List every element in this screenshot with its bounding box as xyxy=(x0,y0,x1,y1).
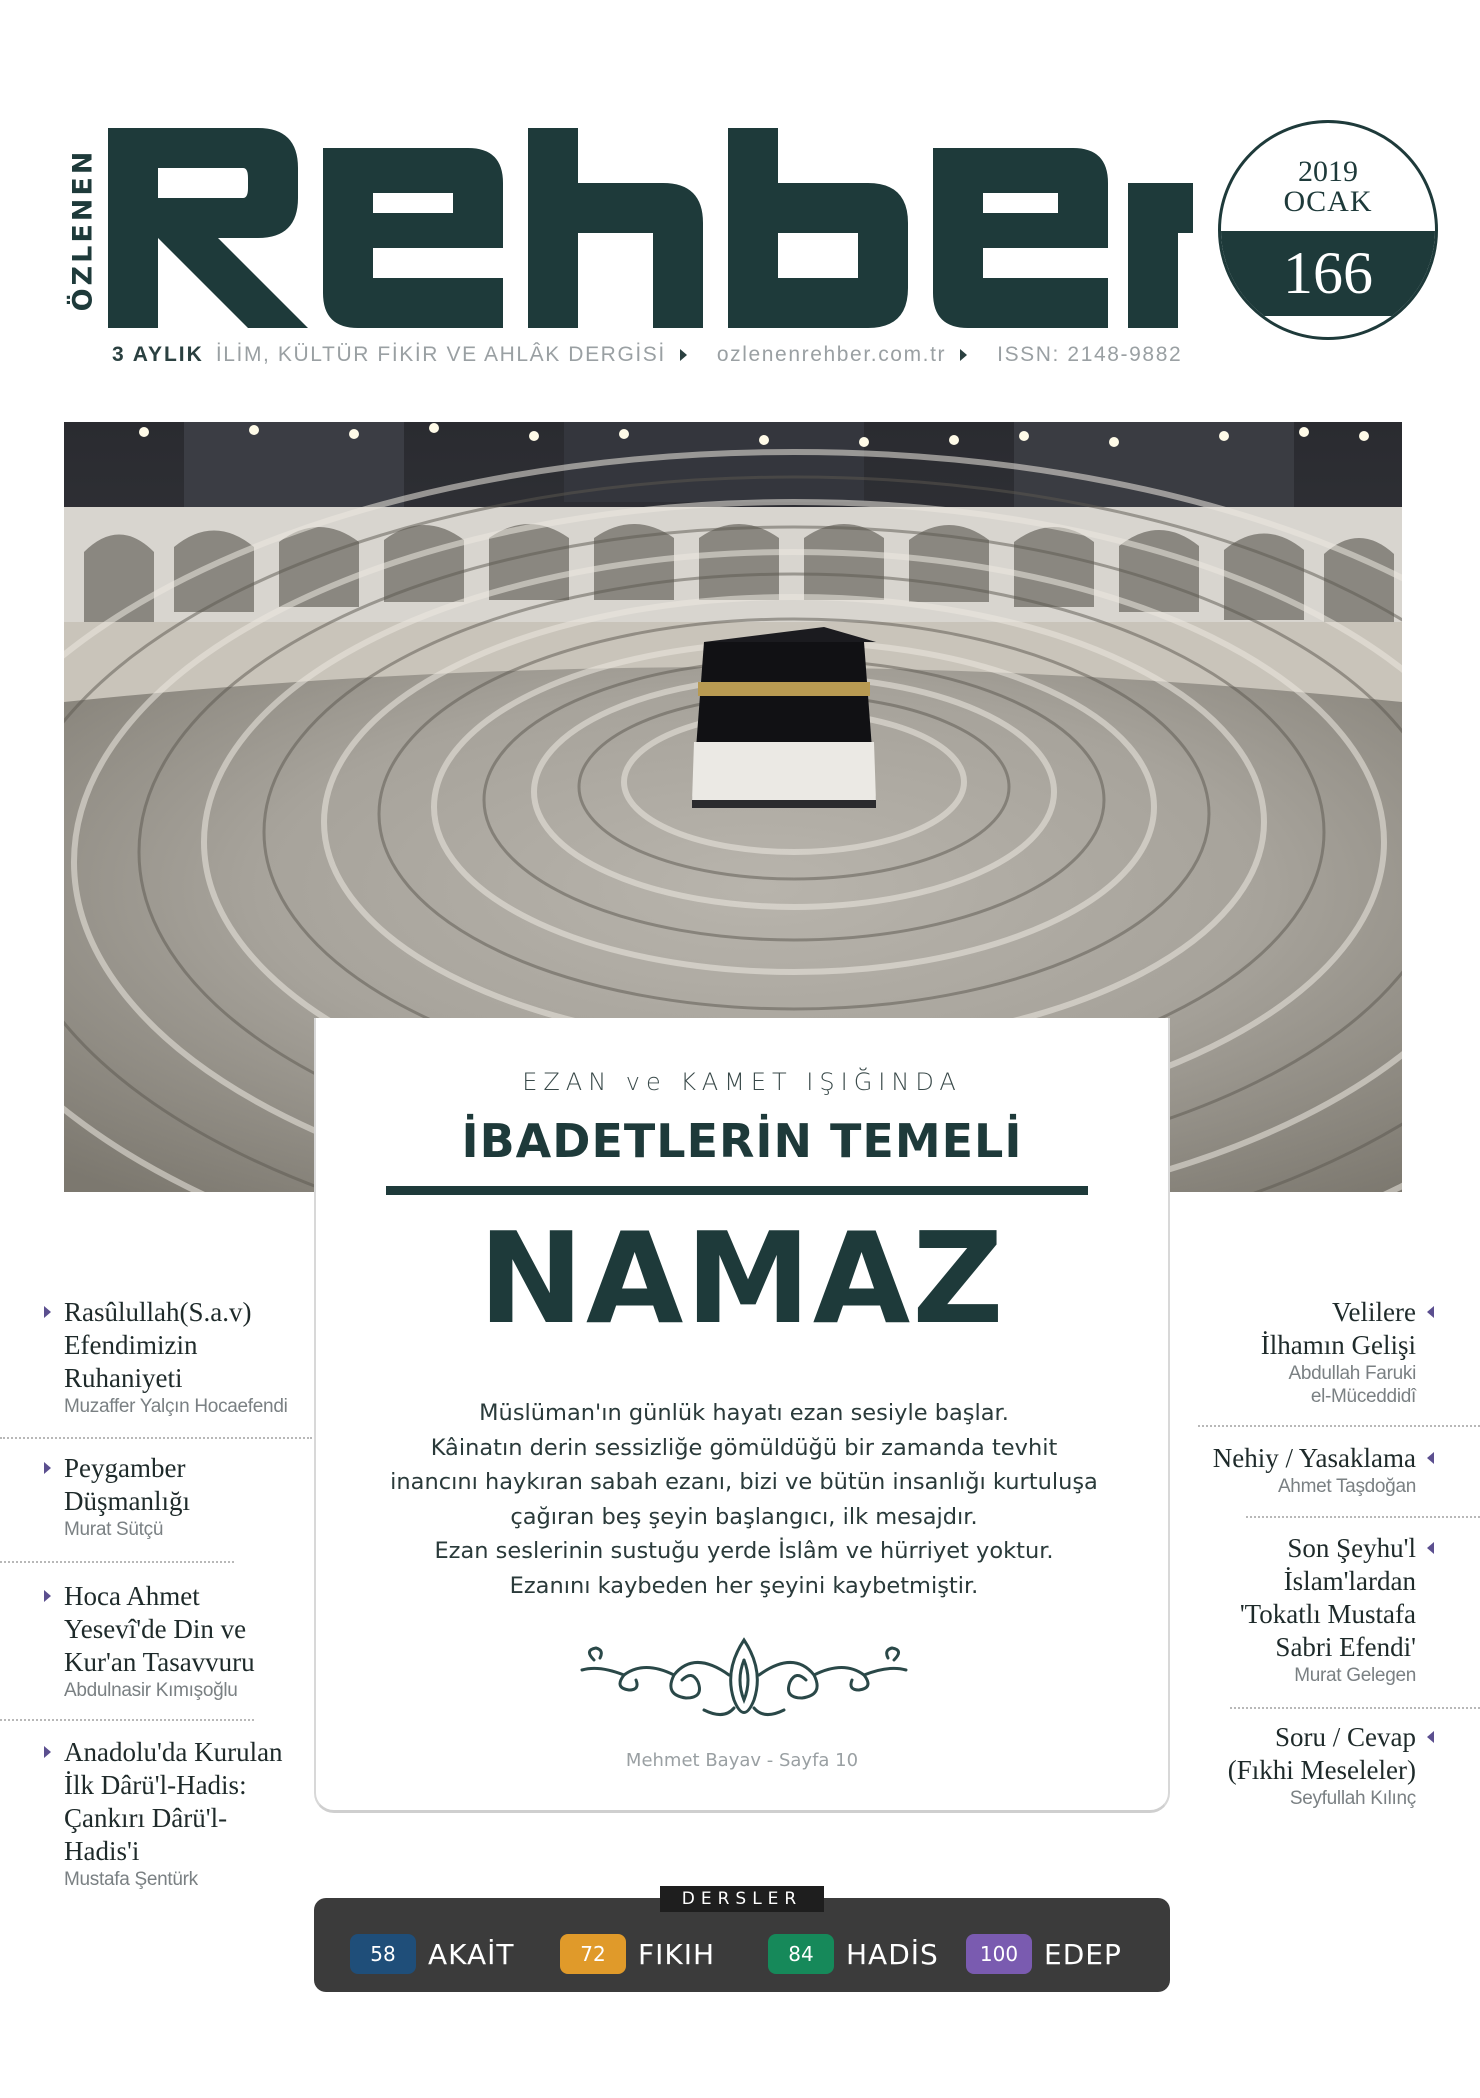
article-link[interactable]: Peygamber Düşmanlığı Murat Sütçü xyxy=(0,1452,320,1541)
ders-akait[interactable] xyxy=(350,1934,515,1974)
issn-label: ISSN: 2148-9882 xyxy=(997,343,1183,366)
right-article-list xyxy=(1160,1532,1480,1687)
article-author: Murat Gelegen xyxy=(1294,1665,1416,1686)
issue-number: 166 xyxy=(1221,231,1435,316)
article-link[interactable]: Soru / Cevap (Fıkhi Meseleler) Seyfullah Kılınç xyxy=(1160,1721,1480,1810)
page-badge: 58 xyxy=(350,1934,416,1974)
article-link[interactable]: Rasûlullah(S.a.v) Efendimizin Ruhaniyeti Muzaffer Yalçın Hocaefendi xyxy=(0,1296,320,1418)
rehber-logo xyxy=(108,128,1193,328)
issue-year: 2019 xyxy=(1298,155,1358,188)
article-author: Ahmet Taşdoğan xyxy=(1277,1476,1416,1497)
feature-headline: NAMAZ xyxy=(478,1205,1006,1352)
triangle-icon xyxy=(680,349,687,361)
ders-edep[interactable] xyxy=(966,1934,1122,1974)
page-badge: 72 xyxy=(560,1934,626,1974)
divider xyxy=(386,1186,1088,1195)
triangle-icon xyxy=(44,1306,51,1318)
frequency-label: 3 AYLIK xyxy=(112,343,204,366)
page-badge: 84 xyxy=(768,1934,834,1974)
article-link[interactable]: Anadolu'da Kurulan İlk Dârü'l-Hadis: Çankırı Dârü'l- Hadis'i Mustafa Şentürk xyxy=(0,1736,320,1891)
divider xyxy=(0,1561,234,1563)
feature-kicker: EZAN ve KAMET IŞIĞINDA xyxy=(522,1068,962,1096)
article-link[interactable]: Hoca Ahmet Yesevî'de Din ve Kur'an Tasavvuru Abdulnasir Kımışoğlu xyxy=(0,1580,320,1702)
website-link[interactable]: ozlenenrehber.com.tr xyxy=(716,343,947,366)
divider xyxy=(1198,1425,1480,1427)
left-article-list xyxy=(0,1296,320,1418)
right-article-list xyxy=(1160,1721,1480,1810)
ders-label: HADİS xyxy=(846,1937,939,1971)
triangle-icon xyxy=(1427,1542,1434,1554)
article-author: Muzaffer Yalçın Hocaefendi xyxy=(64,1396,288,1417)
ders-fikih[interactable] xyxy=(560,1934,715,1974)
ders-label: EDEP xyxy=(1044,1937,1122,1971)
left-article-list xyxy=(0,1580,320,1702)
divider xyxy=(0,1437,312,1439)
dersler-bar xyxy=(314,1889,1170,1992)
article-link[interactable]: Son Şeyhu'l İslam'lardan 'Tokatlı Mustafa Sabri Efendi' Murat Gelegen xyxy=(1160,1532,1480,1687)
triangle-icon xyxy=(44,1746,51,1758)
divider xyxy=(1230,1707,1480,1709)
ders-label: AKAİT xyxy=(428,1937,515,1971)
triangle-icon xyxy=(1427,1731,1434,1743)
triangle-icon xyxy=(44,1462,51,1474)
article-author: Murat Sütçü xyxy=(64,1519,164,1540)
tagline xyxy=(112,340,1182,370)
triangle-icon xyxy=(1427,1452,1434,1464)
page-badge: 100 xyxy=(966,1934,1032,1974)
article-author: el-Müceddidî xyxy=(1310,1386,1416,1407)
feature-subhead: İBADETLERİN TEMELİ xyxy=(461,1114,1023,1168)
article-author: Mustafa Şentürk xyxy=(64,1869,198,1890)
left-article-list xyxy=(0,1452,320,1541)
feature-body: Müslüman'ın günlük hayatı ezan sesiyle başlar. Kâinatın derin sessizliğe gömüldüğü bir zamanda tevhit inancını haykıran sabah ezanı, bizi ve bütün insanlığı kurtuluşa çağıran beş şeyin başlangıcı, ilk mesajdır. Ezan seslerinin sustuğu yerde İslâm ve hürriyet yoktur. Ezanını kaybeden her şeyini kaybetmiştir. xyxy=(390,1400,1098,1599)
triangle-icon xyxy=(44,1590,51,1602)
right-article-list xyxy=(1160,1296,1480,1408)
ornament-icon xyxy=(574,1630,914,1730)
article-link[interactable]: Velilere İlhamın Gelişi Abdullah Faruki el-Müceddidî xyxy=(1160,1296,1480,1408)
triangle-icon xyxy=(960,349,967,361)
article-author: Abdulnasir Kımışoğlu xyxy=(64,1680,238,1701)
dersler-label: DERSLER xyxy=(660,1886,824,1912)
article-link[interactable]: Nehiy / Yasaklama Ahmet Taşdoğan xyxy=(1160,1442,1480,1498)
ders-label: FIKIH xyxy=(638,1937,716,1971)
feature-byline: Mehmet Bayav - Sayfa 10 xyxy=(625,1750,859,1771)
brand-prefix: ÖZLENEN xyxy=(67,148,99,312)
divider xyxy=(1246,1516,1480,1518)
magazine-description: İLİM, KÜLTÜR FİKİR VE AHLÂK DERGİSİ xyxy=(215,343,666,366)
ders-hadis[interactable] xyxy=(768,1934,939,1974)
divider xyxy=(0,1719,254,1721)
triangle-icon xyxy=(1427,1306,1434,1318)
right-article-list xyxy=(1160,1442,1480,1498)
issue-month: OCAK xyxy=(1283,185,1373,218)
issue-badge xyxy=(1218,120,1438,340)
left-article-list xyxy=(0,1736,320,1891)
article-author: Seyfullah Kılınç xyxy=(1289,1788,1416,1809)
feature-card xyxy=(314,1018,1170,1813)
article-author: Abdullah Faruki xyxy=(1288,1363,1416,1384)
